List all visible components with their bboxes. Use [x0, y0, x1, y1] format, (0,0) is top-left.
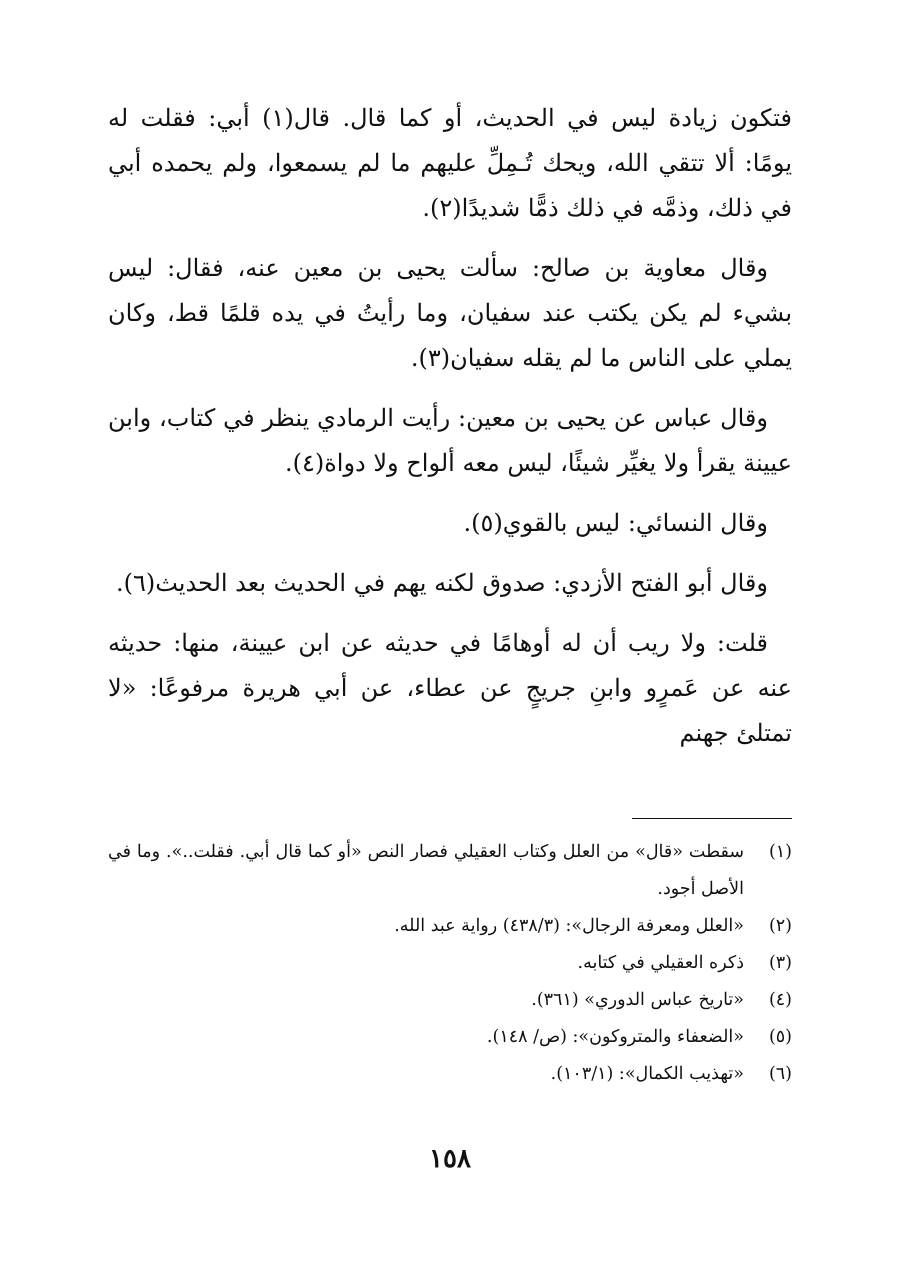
- footnotes: [108, 834, 792, 1093]
- footnote-number: (٣): [768, 953, 792, 973]
- footnote-number: (٤): [768, 990, 792, 1010]
- paragraph: فتكون زيادة ليس في الحديث، أو كما قال. قال(١) أبي: فقلت له يومًا: ألا تتقي الله، ويحك تُـمِلِّ عليهم ما لم يسمعوا، ولم يحمده أبي في ذلك، وذمَّه في ذلك ذمًّا شديدًا(٢).: [108, 104, 792, 222]
- paragraph: وقال النسائي: ليس بالقوي(٥).: [463, 509, 768, 537]
- footnote-text: سقطت «قال» من العلل وكتاب العقيلي فصار النص «أو كما قال أبي. فقلت..». وما في الأصل أجود.: [108, 842, 744, 899]
- footnote-text: «تهذيب الكمال»: (١٠٣/١).: [550, 1064, 744, 1084]
- paragraph: وقال أبو الفتح الأزدي: صدوق لكنه يهم في الحديث بعد الحديث(٦).: [115, 569, 768, 597]
- footnote-text: «الضعفاء والمتروكون»: (ص/ ١٤٨).: [486, 1027, 744, 1047]
- main-text: [108, 96, 792, 771]
- footnote-text: «العلل ومعرفة الرجال»: (٤٣٨/٣) رواية عبد الله.: [394, 916, 744, 936]
- footnote: [108, 908, 792, 945]
- footnote-number: (٦): [768, 1064, 792, 1084]
- footnote-number: (٥): [768, 1027, 792, 1047]
- footnote: [108, 945, 792, 982]
- footnote-number: (٢): [768, 916, 792, 936]
- footnote-separator: [632, 818, 792, 819]
- page-number: ١٥٨: [429, 1144, 471, 1174]
- footnote: [108, 1056, 792, 1093]
- paragraph: وقال معاوية بن صالح: سألت يحيى بن معين عنه، فقال: ليس بشيء لم يكن يكتب عند سفيان، وما رأيتُ في يده قلمًا قط، وكان يملي على الناس ما لم يقله سفيان(٣).: [108, 254, 792, 372]
- footnote: [108, 834, 792, 908]
- footnote: [108, 1019, 792, 1056]
- footnote-text: «تاريخ عباس الدوري» (٣٦١).: [531, 990, 744, 1010]
- paragraph: وقال عباس عن يحيى بن معين: رأيت الرمادي ينظر في كتاب، وابن عيينة يقرأ ولا يغيِّر شيئًا، ليس معه ألواح ولا دواة(٤).: [108, 404, 792, 477]
- footnote-text: ذكره العقيلي في كتابه.: [577, 953, 744, 973]
- paragraph: قلت: ولا ريب أن له أوهامًا في حديثه عن ابن عيينة، منها: حديثه عنه عن عَمرٍو وابنِ جريجٍ عن عطاء، عن أبي هريرة مرفوعًا: «لا تمتلئ جهنم: [108, 629, 792, 747]
- footnote: [108, 982, 792, 1019]
- footnote-number: (١): [768, 842, 792, 862]
